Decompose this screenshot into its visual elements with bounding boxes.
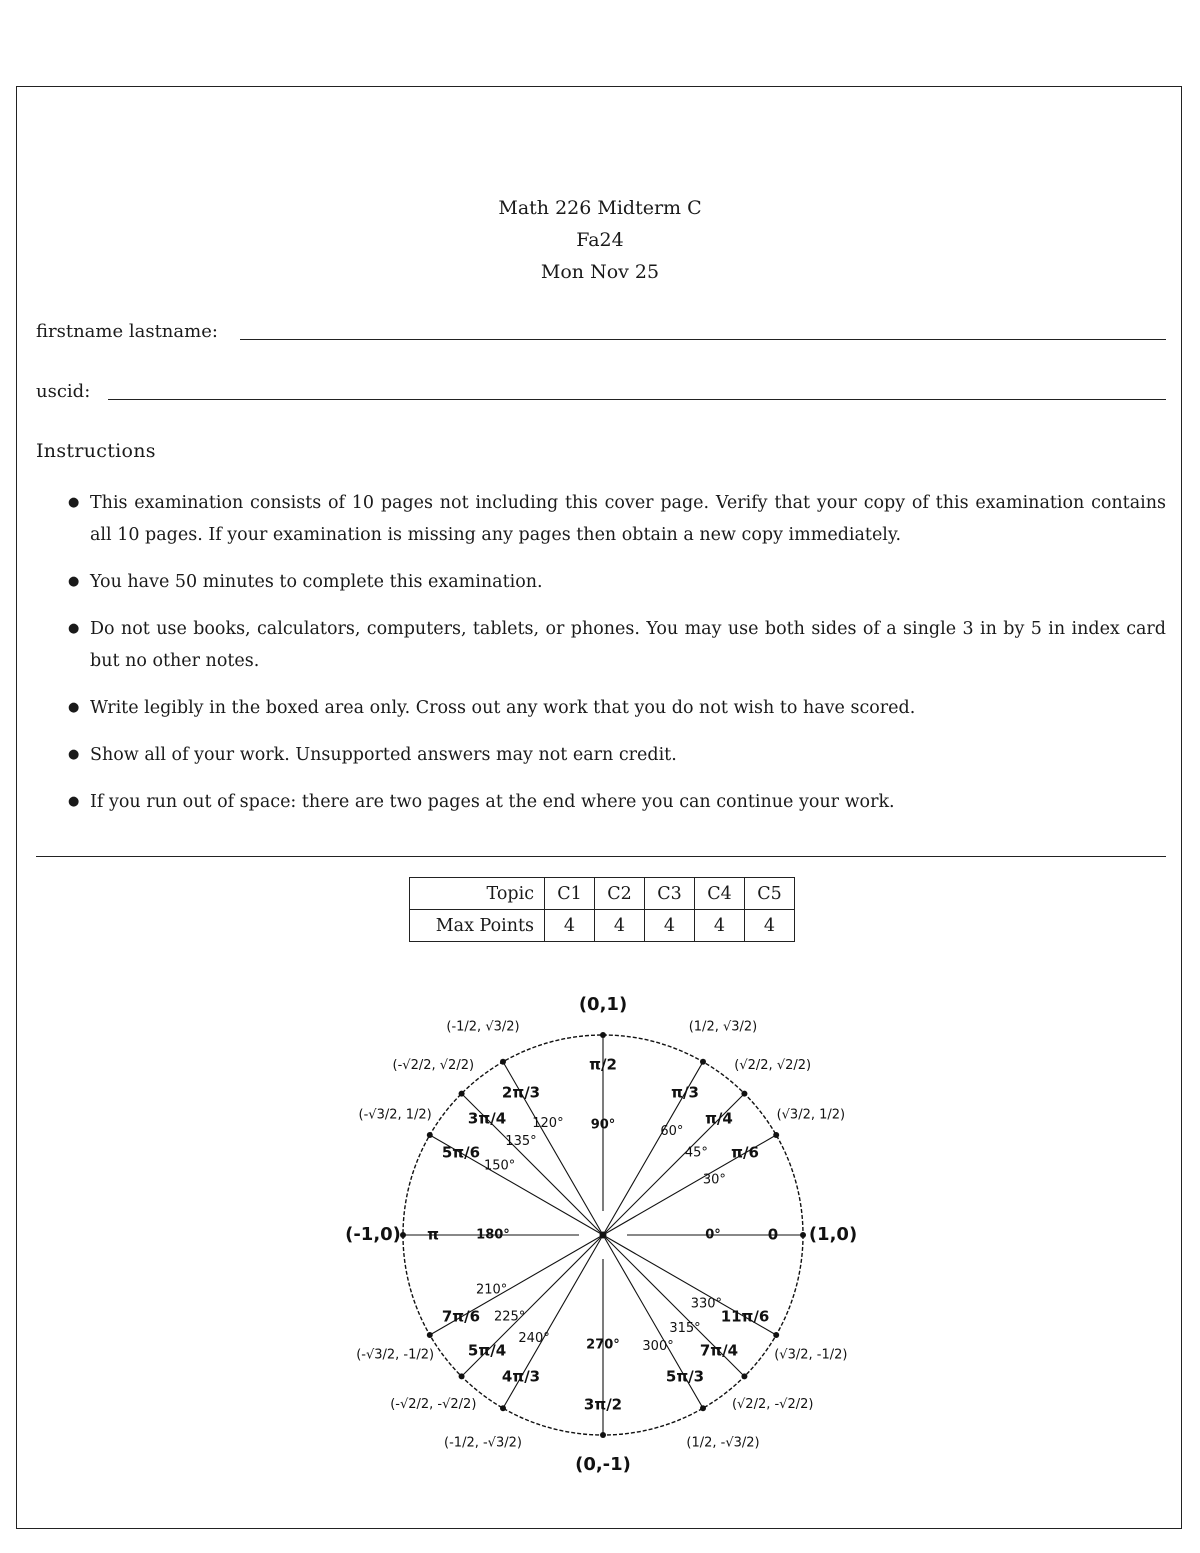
bullet-icon: ●	[68, 621, 80, 636]
degree-label: 0°	[705, 1227, 721, 1243]
coordinate-label: (-√3/2, 1/2)	[358, 1107, 432, 1123]
circle-point	[773, 1332, 779, 1338]
name-field	[36, 321, 1166, 342]
radian-label: 3π/4	[467, 1109, 507, 1128]
degree-label: 270°	[586, 1337, 620, 1353]
table-row-topic	[410, 878, 795, 910]
instruction-text: This examination consists of 10 pages not including this cover page. Verify that your copy of this examination contains all 10 pages. If your examination is missing any pages then obtain a new copy immediately.	[90, 493, 1166, 545]
degree-label: 180°	[476, 1227, 510, 1243]
row-label-max-points: Max Points	[410, 910, 545, 942]
degree-label: 60°	[660, 1124, 684, 1140]
radian-label: 4π/3	[501, 1367, 541, 1386]
instruction-text: Do not use books, calculators, computers, tablets, or phones. You may use both sides of a single 3 in by 5 in index card but no other notes.	[90, 619, 1166, 671]
instruction-text: You have 50 minutes to complete this examination.	[90, 572, 543, 592]
degree-label: 330°	[690, 1296, 723, 1312]
bullet-icon: ●	[68, 700, 80, 715]
instructions-list	[66, 487, 1166, 833]
coordinate-label: (√2/2, -√2/2)	[731, 1397, 814, 1413]
coordinate-label: (1/2, -√3/2)	[686, 1435, 760, 1451]
radian-label: 3π/2	[583, 1395, 623, 1414]
coordinate-label: (√3/2, 1/2)	[776, 1107, 846, 1123]
unit-circle-svg	[330, 990, 870, 1480]
unit-circle-diagram	[330, 990, 870, 1480]
degree-label: 225°	[493, 1309, 526, 1325]
coordinate-label: (-√2/2, √2/2)	[392, 1057, 475, 1073]
points-cell: 4	[695, 910, 745, 942]
circle-point	[600, 1432, 606, 1438]
coordinate-label: (-1,0)	[345, 1224, 401, 1245]
circle-point	[459, 1091, 465, 1097]
radian-label: π	[427, 1225, 439, 1244]
uscid-label: uscid:	[36, 381, 91, 402]
instruction-item	[66, 692, 1166, 724]
exam-date: Mon Nov 25	[540, 261, 660, 283]
topic-cell: C3	[645, 878, 695, 910]
exam-title: Math 226 Midterm C	[498, 197, 702, 219]
title-block	[0, 192, 1200, 288]
circle-point	[773, 1132, 779, 1138]
instruction-text: Write legibly in the boxed area only. Cross out any work that you do not wish to have scored.	[90, 698, 916, 718]
section-divider	[36, 856, 1166, 857]
degree-label: 210°	[475, 1282, 508, 1298]
points-cell: 4	[545, 910, 595, 942]
degree-label: 120°	[532, 1116, 564, 1132]
topic-cell: C2	[595, 878, 645, 910]
points-cell: 4	[595, 910, 645, 942]
instruction-item	[66, 739, 1166, 771]
circle-point	[600, 1032, 606, 1038]
degree-label: 315°	[669, 1320, 701, 1336]
origin-point	[600, 1232, 607, 1239]
topic-cell: C5	[745, 878, 795, 910]
degree-label: 240°	[518, 1330, 550, 1346]
name-label: firstname lastname:	[36, 321, 218, 342]
radian-label: 11π/6	[720, 1307, 770, 1326]
degree-label: 150°	[483, 1158, 516, 1174]
circle-point	[700, 1405, 706, 1411]
circle-point	[700, 1059, 706, 1065]
instruction-text: If you run out of space: there are two pages at the end where you can continue your work.	[90, 792, 895, 812]
coordinate-label: (√2/2, √2/2)	[734, 1057, 812, 1073]
bullet-icon: ●	[68, 794, 80, 809]
coordinate-label: (-√3/2, -1/2)	[356, 1347, 435, 1363]
uscid-input-line[interactable]	[108, 399, 1166, 400]
circle-point	[427, 1332, 433, 1338]
coordinate-label: (√3/2, -1/2)	[774, 1347, 848, 1363]
topic-cell: C1	[545, 878, 595, 910]
circle-point	[427, 1132, 433, 1138]
radian-label: π/6	[731, 1143, 759, 1162]
radian-label: 7π/6	[441, 1307, 481, 1326]
coordinate-label: (0,1)	[578, 994, 628, 1015]
coordinate-label: (1,0)	[808, 1224, 858, 1245]
degree-label: 135°	[505, 1134, 537, 1150]
radian-label: 5π/4	[467, 1341, 507, 1360]
bullet-icon: ●	[68, 495, 80, 510]
instruction-text: Show all of your work. Unsupported answers may not earn credit.	[90, 745, 677, 765]
degree-label: 90°	[590, 1117, 616, 1133]
coordinate-label: (-1/2, √3/2)	[446, 1019, 520, 1035]
degree-label: 300°	[642, 1338, 674, 1354]
radian-label: π/3	[671, 1083, 699, 1102]
circle-point	[459, 1373, 465, 1379]
bullet-icon: ●	[68, 747, 80, 762]
table-row-max-points	[410, 910, 795, 942]
coordinate-label: (-√2/2, -√2/2)	[390, 1397, 477, 1413]
circle-point	[500, 1059, 506, 1065]
instruction-item	[66, 613, 1166, 677]
radian-label: π/4	[705, 1109, 733, 1128]
instruction-item	[66, 786, 1166, 818]
radian-label: 5π/3	[665, 1367, 705, 1386]
coordinate-label: (1/2, √3/2)	[688, 1019, 758, 1035]
instruction-item	[66, 487, 1166, 551]
radian-label: 5π/6	[441, 1143, 481, 1162]
points-cell: 4	[745, 910, 795, 942]
bullet-icon: ●	[68, 574, 80, 589]
uscid-field	[36, 381, 1166, 402]
radian-label: π/2	[589, 1055, 617, 1074]
points-table	[409, 877, 795, 942]
exam-term: Fa24	[576, 229, 624, 251]
radian-label: 7π/4	[699, 1341, 739, 1360]
circle-point	[741, 1373, 747, 1379]
points-cell: 4	[645, 910, 695, 942]
name-input-line[interactable]	[240, 339, 1166, 340]
circle-point	[800, 1232, 806, 1238]
coordinate-label: (0,-1)	[575, 1454, 631, 1475]
degree-label: 30°	[702, 1172, 726, 1188]
radian-label: 2π/3	[501, 1083, 541, 1102]
topic-cell: C4	[695, 878, 745, 910]
coordinate-label: (-1/2, -√3/2)	[444, 1435, 522, 1451]
radian-label: 0	[767, 1225, 779, 1244]
circle-point	[500, 1405, 506, 1411]
instruction-item	[66, 566, 1166, 598]
row-label-topic: Topic	[410, 878, 545, 910]
instructions-heading: Instructions	[36, 440, 156, 462]
circle-point	[741, 1091, 747, 1097]
degree-label: 45°	[684, 1145, 708, 1161]
